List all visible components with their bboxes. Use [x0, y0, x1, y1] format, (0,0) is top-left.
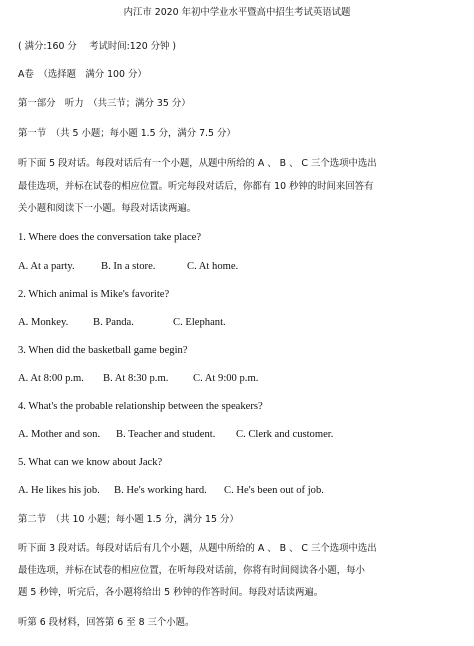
question-2-option-c: C. Elephant.: [173, 317, 226, 328]
section-two-instruction-line: 最佳选项，并标在试卷的相应位置，在听每段对话前，你将有时间阅读各小题，每小: [18, 565, 365, 576]
question-1-option-c: C. At home.: [187, 261, 239, 272]
section-one-instruction-line: 听下面 5 段对话。每段对话后有一个小题，从题中所给的 A 、 B 、 C 三个选项中选出: [18, 158, 377, 169]
question-3-option-c: C. At 9:00 p.m.: [193, 373, 259, 384]
question-4-option-c: C. Clerk and customer.: [236, 429, 334, 440]
section-two-heading: 第二节 （共 10 小题；每小题 1.5 分，满分 15 分）: [18, 514, 239, 525]
question-4-stem: 4. What's the probable relationship between the speakers?: [18, 401, 263, 412]
question-3-stem: 3. When did the basketball game begin?: [18, 345, 188, 356]
question-1-option-a: A. At a party.: [18, 261, 75, 272]
question-2-stem: 2. Which animal is Mike's favorite?: [18, 289, 170, 300]
question-3-option-b: B. At 8:30 p.m.: [103, 373, 169, 384]
question-4-option-b: B. Teacher and student.: [116, 429, 216, 440]
material-six-prompt: 听第 6 段材料，回答第 6 至 8 三个小题。: [18, 617, 195, 628]
part-one-heading: 第一部分 听力 （共三节；满分 35 分）: [18, 98, 191, 109]
volume-a-heading: A卷 （选择题 满分 100 分）: [18, 69, 147, 80]
question-5-option-b: B. He's working hard.: [114, 485, 207, 496]
question-2-options: [18, 316, 462, 329]
question-1-stem: 1. Where does the conversation take place?: [18, 232, 202, 243]
section-one-heading: 第一节 （共 5 小题；每小题 1.5 分，满分 7.5 分）: [18, 128, 236, 139]
section-two-instruction-line: 听下面 3 段对话。每段对话后有几个小题，从题中所给的 A 、 B 、 C 三个选项中选出: [18, 543, 377, 554]
question-1-options: [18, 260, 462, 273]
exam-title: 内江市 2020 年初中学业水平暨高中招生考试英语试题: [123, 7, 351, 18]
question-2-option-b: B. Panda.: [93, 317, 134, 328]
question-5-stem: 5. What can we know about Jack?: [18, 457, 163, 468]
question-4-options: [18, 428, 462, 441]
question-3-option-a: A. At 8:00 p.m.: [18, 373, 84, 384]
question-4-option-a: A. Mother and son.: [18, 429, 101, 440]
question-2-option-a: A. Monkey.: [18, 317, 69, 328]
exam-info: ( 满分:160 分 考试时间:120 分钟 ): [18, 41, 177, 52]
section-one-instruction-line: 关小题和阅读下一小题。每段对话读两遍。: [18, 203, 197, 214]
question-3-options: [18, 372, 462, 385]
section-one-instruction-line: 最佳选项，并标在试卷的相应位置。听完每段对话后，你都有 10 秒钟的时间来回答有: [18, 181, 374, 192]
question-1-option-b: B. In a store.: [101, 261, 156, 272]
question-5-option-c: C. He's been out of job.: [224, 485, 324, 496]
question-5-options: [18, 484, 462, 497]
question-5-option-a: A. He likes his job.: [18, 485, 100, 496]
section-two-instruction-line: 题 5 秒钟，听完后，各小题将给出 5 秒钟的作答时间。每段对话读两遍。: [18, 587, 324, 598]
